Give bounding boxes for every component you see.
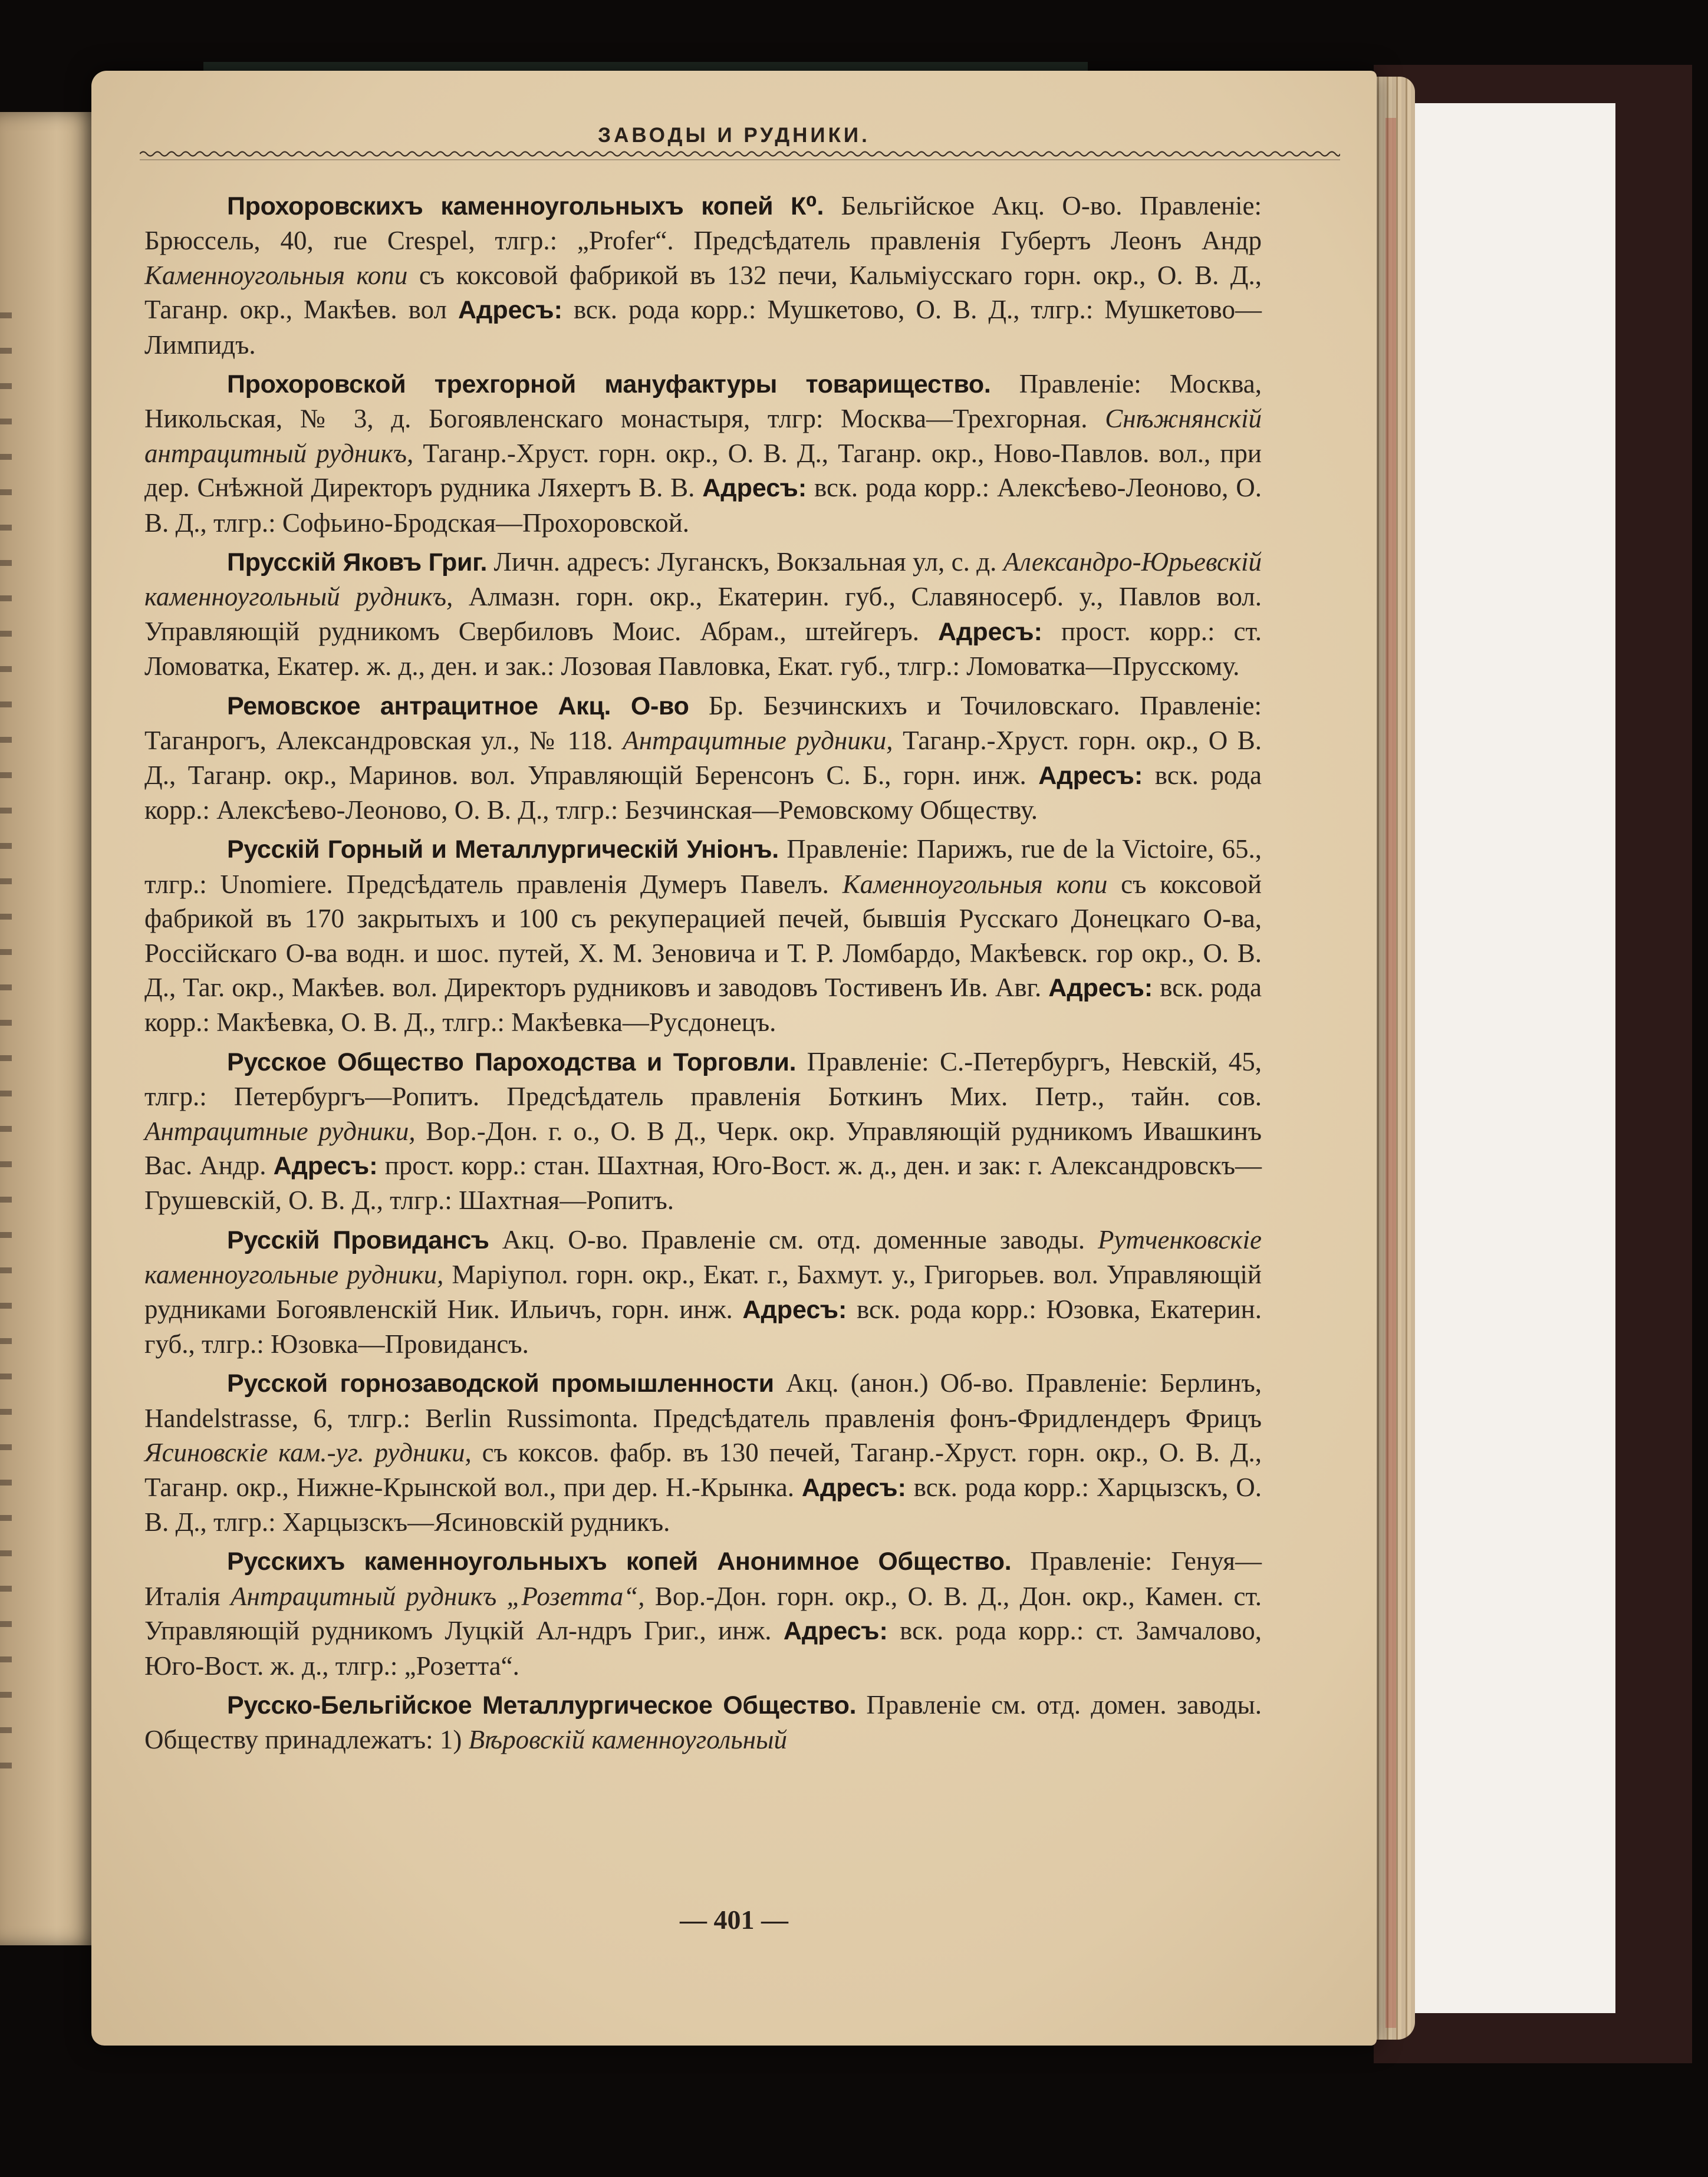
company-name: Русскій Горный и Металлургическій Уніонъ. — [227, 835, 779, 864]
entry — [144, 1366, 1262, 1539]
entry-text: Правленіе: Москва, Никольская, № 3, д. Богоявленскаго монастыря, тлгр: Москва—Трехгорная. — [144, 369, 1262, 434]
entry — [144, 689, 1262, 828]
entry — [144, 545, 1262, 684]
left-page-edge — [0, 112, 103, 1945]
entry-text: Правленіе: Парижъ, rue de la Victoire, 65., тлгр.: Unomiere. Предсѣдатель правленія Думеръ Павелъ. — [144, 834, 1262, 899]
company-name: Ремовское антрацитное Акц. О-во — [227, 691, 689, 720]
property-name: Ясиновскіе кам.-уг. рудники, — [144, 1438, 472, 1468]
entry-text: Бр. Безчинскихъ и Точиловскаго. Правленіе: Таганрогъ, Александровская ул., № 118. — [144, 690, 1262, 756]
entry-text: съ коксовой фабрикой въ 132 печи, Кальміусскаго горн. окр., О. В. Д., Таганр. окр., Макѣев. вол — [144, 260, 1262, 325]
address-text: вск. рода корр.: Юзовка, Екатерин. губ., тлгр.: Юзовка—Провидансъ. — [144, 1294, 1262, 1359]
entry-text: съ коксов. фабр. въ 130 печей, Таганр.-Хруст. горн. окр., О. В. Д., Таганр. окр., Нижне-Крынской вол., при дер. Н.-Крынка. — [144, 1438, 1262, 1502]
company-name: Русско-Бельгійское Металлургическое Общество. — [227, 1691, 857, 1720]
property-name: Каменноугольныя копи — [144, 260, 408, 290]
company-name: Прусскій Яковъ Григ. — [227, 548, 488, 577]
inserted-white-sheet — [1412, 103, 1615, 2013]
entry-text: Вор.-Дон. г. о., О. В Д., Черк. окр. Управляющій рудникомъ Ивашкинъ Вас. Андр. — [144, 1116, 1262, 1180]
address-label: Адресъ: — [783, 1617, 888, 1646]
property-name: Антрацитные рудники, — [623, 726, 893, 756]
company-name: Русскихъ каменноугольныхъ копей Анонимное Общество. — [227, 1547, 1012, 1576]
property-name: Рутченковскіе каменноугольные рудники, — [144, 1224, 1262, 1290]
property-name: Каменноугольныя копи — [842, 869, 1108, 899]
address-text: вск. рода корр.: Мушкетово, О. В. Д., тлгр.: Мушкетово—Лимпидъ. — [144, 295, 1262, 360]
property-name: Антрацитный рудникъ „Розетта“, — [231, 1581, 645, 1611]
address-text: вск. рода корр.: ст. Замчалово, Юго-Вост. ж. д., тлгр.: „Розетта“. — [144, 1616, 1262, 1681]
address-label: Адресъ: — [458, 296, 562, 325]
entry — [144, 1223, 1262, 1362]
address-text: вск. рода корр.: Алексѣево-Леоново, О. В. Д., тлгр.: Безчинская—Ремовскому Обществу. — [144, 760, 1262, 825]
company-name: Прохоровской трехгорной мануфактуры товарищество. — [227, 370, 991, 399]
address-text: вск. рода корр.: Харцызскъ, О. В. Д., тлгр.: Харцызскъ—Ясиновскій рудникъ. — [144, 1472, 1262, 1537]
entry-text: Бельгійское Акц. О-во. Правленіе: Брюссель, 40, rue Crespel, тлгр.: „Profer“. Предсѣдатель правленія Губертъ Леонъ Андр — [144, 191, 1262, 256]
address-label: Адресъ: — [1048, 973, 1153, 1002]
entry-text: Акц. (анон.) Об-во. Правленіе: Берлинъ, Handelstrasse, 6, тлгр.: Berlin Russimonta. Предсѣдатель правленія фонъ-Фридлендеръ Фрицъ — [144, 1368, 1262, 1433]
company-name: Русскій Провидансъ — [227, 1226, 489, 1254]
running-head: ЗАВОДЫ И РУДНИКИ. — [598, 124, 870, 147]
entry-text: Алмазн. горн. окр., Екатерин. губ., Славяносерб. у., Павлов вол. Управляющій рудникомъ Свербиловъ Моис. Абрам., штейгеръ. — [144, 582, 1262, 646]
entry-text: Акц. О-во. Правленіе см. отд. доменные заводы. — [489, 1224, 1098, 1254]
address-label: Адресъ: — [273, 1151, 378, 1180]
address-text: вск. рода корр.: Алексѣево-Леоново, О. В. Д., тлгр.: Софьино-Бродская—Прохоровской. — [144, 473, 1262, 538]
address-text: вск. рода корр.: Макѣевка, О. В. Д., тлгр.: Макѣевка—Русдонецъ. — [144, 972, 1262, 1038]
directory-text — [144, 189, 1262, 1762]
property-name: Снѣжнянскій антрацитный рудникъ, — [144, 404, 1262, 468]
entry-text: съ коксовой фабрикой въ 170 закрытыхъ и 100 съ рекуперацией печей, бывшія Русскаго Донецкаго О-ва, Россійскаго О-ва водн. и шос. путей, Х. М. Зеновича и Т. Р. Ломбардо, Макѣевск. гор окр., О. В. Д., Таг. окр., Макѣев. вол. Директоръ рудниковъ и заводовъ Тостивенъ Ив. Авг. — [144, 869, 1262, 1002]
page-edge-tint — [1386, 118, 1396, 2028]
entry-text: Правленіе см. отд. домен. заводы. Обществу принадлежатъ: 1) — [144, 1690, 1262, 1755]
entry — [144, 1544, 1262, 1683]
entry — [144, 832, 1262, 1039]
address-label: Адресъ: — [702, 474, 807, 503]
left-page-text-edge — [0, 312, 12, 1798]
company-name: Прохоровскихъ каменноугольныхъ копей К⁰. — [227, 192, 824, 220]
entry-text: Таганр.-Хруст. горн. окр., О. В. Д., Таганр. окр., Ново-Павлов. вол., при дер. Снѣжной Директоръ рудника Ляхертъ В. В. — [144, 438, 1262, 503]
entry — [144, 189, 1262, 362]
property-name: Антрацитные рудники, — [144, 1116, 416, 1146]
entry-text: Маріупол. горн. окр., Екат. г., Бахмут. у., Григорьев. вол. Управляющій рудниками Богоявленскій Ник. Ильичъ, горн. инж. — [144, 1260, 1262, 1324]
address-label: Адресъ: — [1038, 761, 1143, 790]
book-page — [91, 71, 1377, 2046]
entry — [144, 367, 1262, 540]
header-wavy-rule — [140, 145, 1340, 163]
address-text: прост. корр.: стан. Шахтная, Юго-Вост. ж. д., ден. и зак: г. Александровскъ—Грушевскій, О. В. Д., тлгр.: Шахтная—Ропитъ. — [144, 1150, 1262, 1216]
entry — [144, 1045, 1262, 1218]
entry-text: Правленіе: С.-Петербургъ, Невскій, 45, тлгр.: Петербургъ—Ропитъ. Предсѣдатель правленія Боткинъ Мих. Петр., тайн. сов. — [144, 1046, 1262, 1112]
entry-text: Вор.-Дон. горн. окр., О. В. Д., Дон. окр., Камен. ст. Управляющій рудникомъ Луцкій Ал-ндръ Григ., инж. — [144, 1581, 1262, 1646]
address-label: Адресъ: — [801, 1473, 906, 1502]
entry — [144, 1688, 1262, 1757]
company-name: Русской горнозаводской промышленности — [227, 1369, 774, 1398]
address-label: Адресъ: — [742, 1295, 847, 1324]
property-name: Александро-Юрьевскій каменноугольный рудникъ, — [144, 547, 1262, 612]
entry-text: Таганр.-Хруст. горн. окр., О В. Д., Таганр. окр., Маринов. вол. Управляющій Беренсонъ С. Б., горн. инж. — [144, 726, 1262, 790]
property-name: Вѣровскій каменноугольный — [468, 1725, 788, 1755]
address-text: прост. корр.: ст. Ломоватка, Екатер. ж. д., ден. и зак.: Лозовая Павловка, Екат. губ., тлгр.: Ломоватка—Прусскому. — [144, 616, 1262, 681]
page-number: — 401 — — [680, 1905, 788, 1935]
entry-text: Правленіе: Генуя—Италія — [144, 1546, 1262, 1611]
entry-text: Личн. адресъ: Луганскъ, Вокзальная ул, с. д. — [487, 547, 1003, 577]
company-name: Русское Общество Пароходства и Торговли. — [227, 1048, 797, 1076]
address-label: Адресъ: — [937, 617, 1042, 646]
